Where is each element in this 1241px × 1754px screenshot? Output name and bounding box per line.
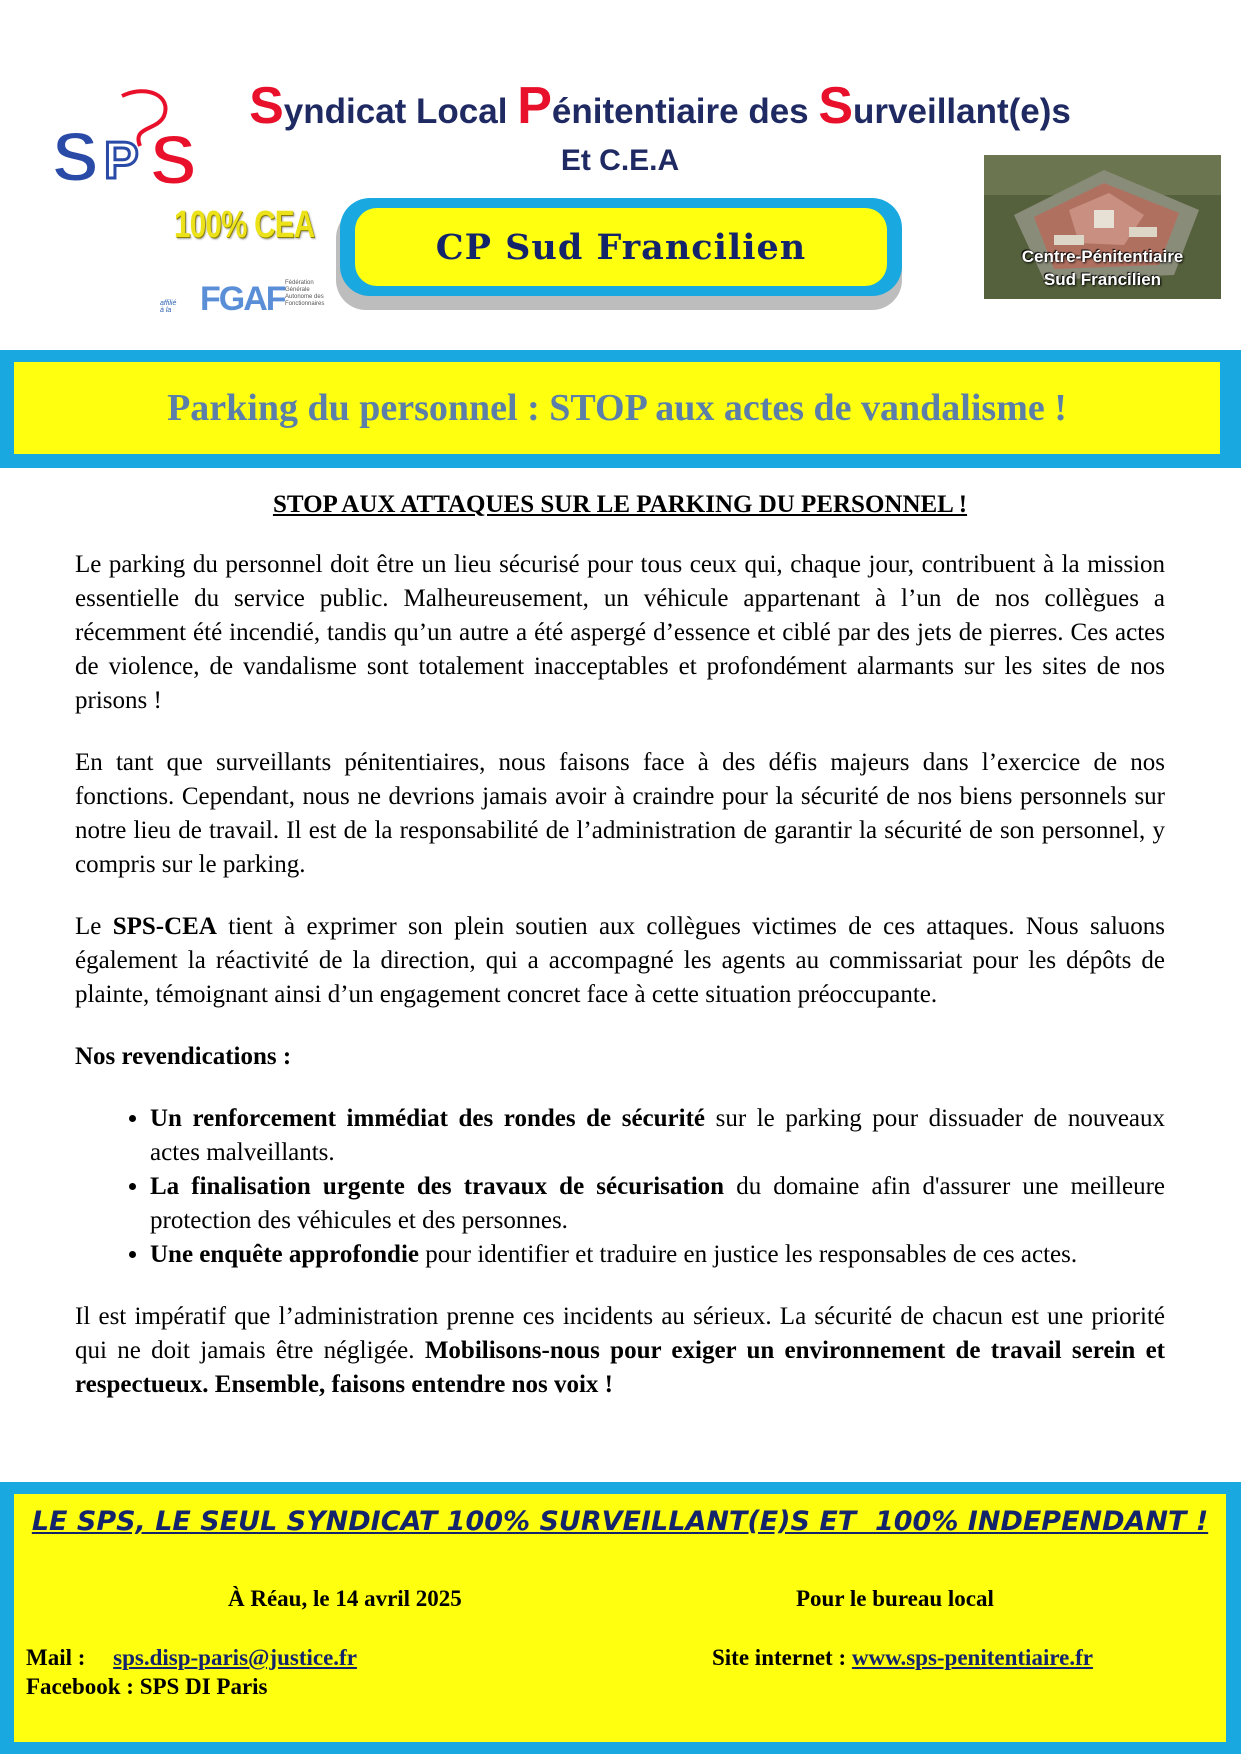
prison-aerial-photo	[984, 155, 1221, 299]
body-subheading: STOP AUX ATTAQUES SUR LE PARKING DU PERSONNEL !	[272, 491, 968, 518]
sps-logo	[52, 86, 208, 198]
fgaf-mark: FGAF	[200, 280, 285, 318]
svg-text:S: S	[52, 118, 99, 196]
100-cea-badge: 100% CEA	[174, 204, 315, 246]
union-slogan: LE SPS, LE SEUL SYNDICAT 100% SURVEILLANT(E)S ET 100% INDEPENDANT !	[31, 1506, 1209, 1537]
title-part-3: urveillant(e)s	[853, 92, 1071, 131]
closing-paragraph	[75, 1300, 1165, 1402]
mail-line	[26, 1645, 357, 1671]
title-part-1: yndicat Local	[283, 92, 518, 131]
mail-link[interactable]: sps.disp-paris@justice.fr	[113, 1645, 357, 1670]
initial-s1: S	[249, 77, 284, 135]
title-part-2: énitentiaire des	[551, 92, 819, 131]
paragraph-2: En tant que surveillants pénitentiaires, nous faisons face à des défis majeurs dans l’exercice de nos fonctions. Cependant, nous ne devrions jamais avoir à craindre pour la sécurité de nos biens personnels sur notre lieu de travail. Il est de la responsabilité de l’administration de garantir la sécurité de son personnel, y compris sur le parking.	[75, 749, 1165, 878]
site-label: Site internet :	[712, 1645, 847, 1670]
title-banner	[14, 362, 1220, 454]
paragraph-3-rest: tient à exprimer son plein soutien aux collègues victimes de ces attaques. Nous saluons également la réactivité de la direction, qui a accompagné les agents au commissariat pour les dépôts de plainte, témoignant ainsi d’un engagement concret face à cette situation préoccupante.	[75, 913, 1165, 1008]
photo-caption-line-1: Centre-Pénitentiaire	[1021, 247, 1184, 266]
claim-text: sur le parking pour dissuader de nouveaux actes malveillants.	[150, 1105, 1166, 1166]
website-link[interactable]: www.sps-penitentiaire.fr	[851, 1645, 1093, 1670]
claim-text: pour identifier et traduire en justice les responsables de ces actes.	[419, 1241, 1078, 1268]
fgaf-description: Fédération Générale Autonome des Fonctionnaires	[285, 280, 325, 307]
initial-s2: S	[818, 77, 854, 135]
claim-text: du domaine afin d'assurer une meilleure protection des véhicules et des personnes.	[150, 1173, 1165, 1234]
closing-bold: Mobilisons-nous pour exiger un environnement de travail serein et respectueux. Ensemble, faisons entendre nos voix !	[75, 1337, 1165, 1398]
claims-heading: Nos revendications :	[75, 1043, 292, 1070]
claim-bold: La finalisation urgente des travaux de sécurisation	[150, 1173, 725, 1200]
facebook-line: Facebook : SPS DI Paris	[26, 1674, 268, 1699]
claims-list	[75, 1102, 1165, 1272]
list-item	[150, 1102, 1165, 1170]
photo-caption-line-2: Sud Francilien	[1043, 270, 1162, 289]
svg-text:S: S	[150, 121, 197, 198]
paragraph-1: Le parking du personnel doit être un lieu sécurisé pour tous ceux qui, chaque jour, contribuent à la mission essentielle du service public. Malheureusement, un véhicule appartenant à l’un de nos collègues a récemment été incendié, tandis qu’un autre a été aspergé d’essence et ciblé par des jets de pierres. Ces actes de violence, de vandalisme sont totalement inacceptables et profondément alarmants sur les sites de nos prisons !	[75, 551, 1165, 714]
site-pill	[355, 208, 887, 286]
claim-bold: Un renforcement immédiat des rondes de sécurité	[150, 1105, 706, 1132]
paragraph-3	[75, 910, 1165, 1012]
affiliation-label: affilié à la	[160, 300, 177, 314]
paragraph-3-start: Le	[75, 913, 113, 940]
list-item	[150, 1170, 1165, 1238]
closing-text: Il est impératif que l’administration prenne ces incidents au sérieux. La sécurité de chacun est une priorité qui ne doit jamais être négligée.	[75, 1303, 1165, 1364]
union-subtitle: Et C.E.A	[560, 144, 680, 177]
claim-bold: Une enquête approfondie	[150, 1241, 420, 1268]
document-title: Parking du personnel : STOP aux actes de vandalisme !	[167, 387, 1067, 429]
initial-p: P	[517, 77, 552, 135]
svg-text:P: P	[104, 132, 139, 190]
site-line	[712, 1645, 1093, 1671]
signature: Pour le bureau local	[796, 1586, 994, 1611]
mail-label: Mail :	[26, 1645, 86, 1670]
place-date: À Réau, le 14 avril 2025	[228, 1586, 462, 1611]
union-name	[220, 77, 1100, 135]
list-item	[150, 1238, 1165, 1272]
photo-caption	[984, 245, 1221, 291]
document-body	[75, 480, 1165, 1430]
paragraph-3-bold: SPS-CEA	[112, 913, 217, 940]
site-name: CP Sud Francilien	[435, 226, 807, 268]
